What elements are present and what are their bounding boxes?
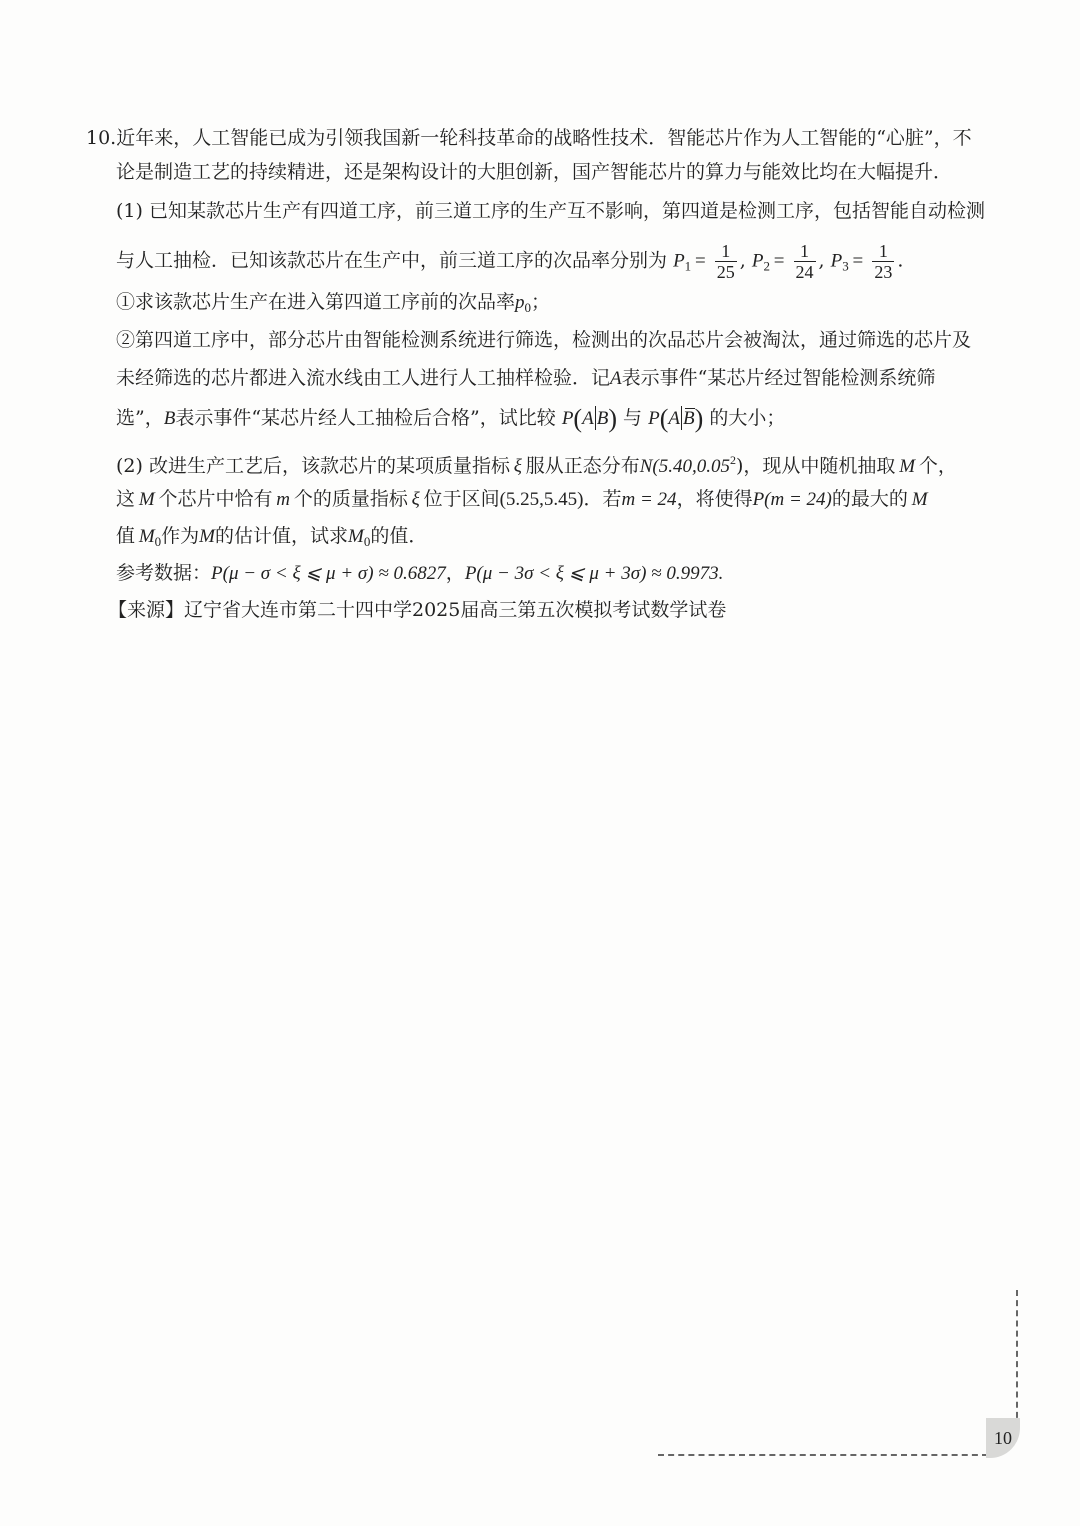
part1-line-2: 与人工抽检．已知该款芯片在生产中，前三道工序的次品率分别为 $P_1$ = $\frac{1}{25}$ , $P_2$ = $\frac{1}{24}$ , $P_3$ = $\frac{1}{23}$ . <box>116 241 904 282</box>
rate-p2-fraction <box>794 241 816 282</box>
rate-p1-label: P <box>673 250 685 272</box>
sub2-line-2-a: 未经筛选的芯片都进入流水线由工人进行人工抽样检验．记 <box>116 367 611 389</box>
part2-line-2-i: 的最大的 <box>831 488 908 510</box>
part2-line-2-g: ，将使得 <box>676 488 753 510</box>
m-equals-24: m = 24 <box>621 489 677 510</box>
interval: (5.25,5.45) <box>499 489 584 510</box>
part2-line-1-b: 服从正态分布 <box>525 455 640 477</box>
sub2-line-1: ②第四道工序中，部分芯片由智能检测系统进行筛选，检测出的次品芯片会被淘汰，通过筛选的芯片及 <box>116 329 972 351</box>
sub1-end: ； <box>531 291 551 313</box>
page-number: 10 <box>986 1418 1020 1458</box>
rate-p1-sub: 1 <box>684 258 692 274</box>
corner-dashed-horizontal <box>658 1454 988 1456</box>
rate-p2-label: P <box>751 250 764 272</box>
p-m-equals-24: P(m = 24) <box>752 489 832 510</box>
rate-p3-num: 1 <box>878 241 888 261</box>
normal-distribution-sup: 2 <box>729 453 736 467</box>
part2-line-3-d: 的值． <box>370 525 428 547</box>
sub-question-1 <box>116 288 550 322</box>
sub1-text: ①求该款芯片生产在进入第四道工序前的次品率 <box>116 291 516 313</box>
rate-p3-den: 23 <box>874 262 893 282</box>
rate-p1-fraction <box>715 241 737 282</box>
intro-line-2: 论是制造工艺的持续精进，还是架构设计的大胆创新，国产智能芯片的算力与能效比均在大幅提升． <box>116 161 953 183</box>
question-number: 10. <box>86 127 117 149</box>
sub2-line-3-c: 与 <box>623 407 643 429</box>
event-a-var: A <box>610 368 622 389</box>
rate-p3-label: P <box>830 250 843 272</box>
part2-line-1-a: (2) 改进生产工艺后，该款芯片的某项质量指标 <box>116 455 510 477</box>
sub2-line-3-a: 选”， <box>116 407 164 429</box>
prob-a-given-b: P(A B) <box>561 404 617 433</box>
part2-line-2-d: 位于区间 <box>423 488 500 510</box>
part2-line-2-c: 个的质量指标 <box>293 488 408 510</box>
rate-p2-den: 24 <box>795 262 814 282</box>
rate-p3-fraction <box>872 241 894 282</box>
prob-a-given-not-b: P(A B) <box>648 404 704 433</box>
source-line: 【来源】辽宁省大连市第二十四中学2025届高三第五次模拟考试数学试卷 <box>108 599 727 621</box>
part2-line-1: (2) 改进生产工艺后，该款芯片的某项质量指标 ξ 服从正态分布N(5.40,0.05$^2$)，现从中随机抽取 M 个， <box>116 453 957 477</box>
sub2-line-3 <box>116 404 785 433</box>
part1-line-2-text: 与人工抽检．已知该款芯片在生产中，前三道工序的次品率分别为 <box>116 249 668 272</box>
corner-dashed-vertical <box>1016 1290 1018 1428</box>
part2-line-2: 这 M 个芯片中恰有 m 个的质量指标 ξ 位于区间(5.25,5.45)．若m = 24，将使得P(m = 24)的最大的 M <box>116 488 928 510</box>
rate-p3-sub: 3 <box>842 258 849 274</box>
intro-line-1: 近年来，人工智能已成为引领我国新一轮科技革命的战略性技术．智能芯片作为人工智能的“心脏”，不 <box>116 127 972 149</box>
sub2-line-3-d: 的大小； <box>709 407 786 429</box>
event-b-var: B <box>163 408 176 429</box>
part2-line-3-a: 值 <box>116 525 136 547</box>
part2-line-1-d: 个， <box>918 455 957 477</box>
part2-line-1-c: )，现从中随机抽取 <box>735 455 896 477</box>
reference-label: 参考数据： <box>116 562 212 584</box>
sub2-line-2 <box>116 364 935 393</box>
part2-line-3-b: 作为 <box>161 525 200 547</box>
sub1-var: p <box>515 292 525 313</box>
sub2-line-2-b: 表示事件“某芯片经过智能检测系统筛 <box>621 367 936 389</box>
rate-p2-num: 1 <box>800 241 810 261</box>
rate-p1-num: 1 <box>721 241 731 261</box>
part2-line-2-e: ．若 <box>583 488 622 510</box>
part2-line-3-c: 的估计值，试求 <box>215 525 349 547</box>
reference-data: 参考数据：P(μ − σ < ξ ⩽ μ + σ) ≈ 0.6827，P(μ − 3σ < ξ ⩽ μ + 3σ) ≈ 0.9973. <box>116 562 724 584</box>
part2-line-2-a: 这 <box>116 488 136 510</box>
part2-line-3: 值 $M_0$作为M的估计值，试求$M_0$的值． <box>116 525 428 549</box>
rate-p1-den: 25 <box>716 262 735 282</box>
reference-2: P(μ − 3σ < ξ ⩽ μ + 3σ) ≈ 0.9973. <box>464 563 724 584</box>
part2-line-2-b: 个芯片中恰有 <box>158 488 273 510</box>
normal-distribution: N(5.40,0.05 <box>639 456 730 477</box>
part1-line-1: (1) 已知某款芯片生产有四道工序，前三道工序的生产互不影响，第四道是检测工序，包括智能自动检测 <box>116 200 985 222</box>
reference-1: P(μ − σ < ξ ⩽ μ + σ) ≈ 0.6827 <box>211 563 446 584</box>
question-first-line <box>86 124 972 152</box>
sub2-line-3-b: 表示事件“某芯片经人工抽检后合格”，试比较 <box>175 407 556 429</box>
rate-p2-sub: 2 <box>763 258 770 274</box>
sub1-var-sub: 0 <box>524 300 532 315</box>
